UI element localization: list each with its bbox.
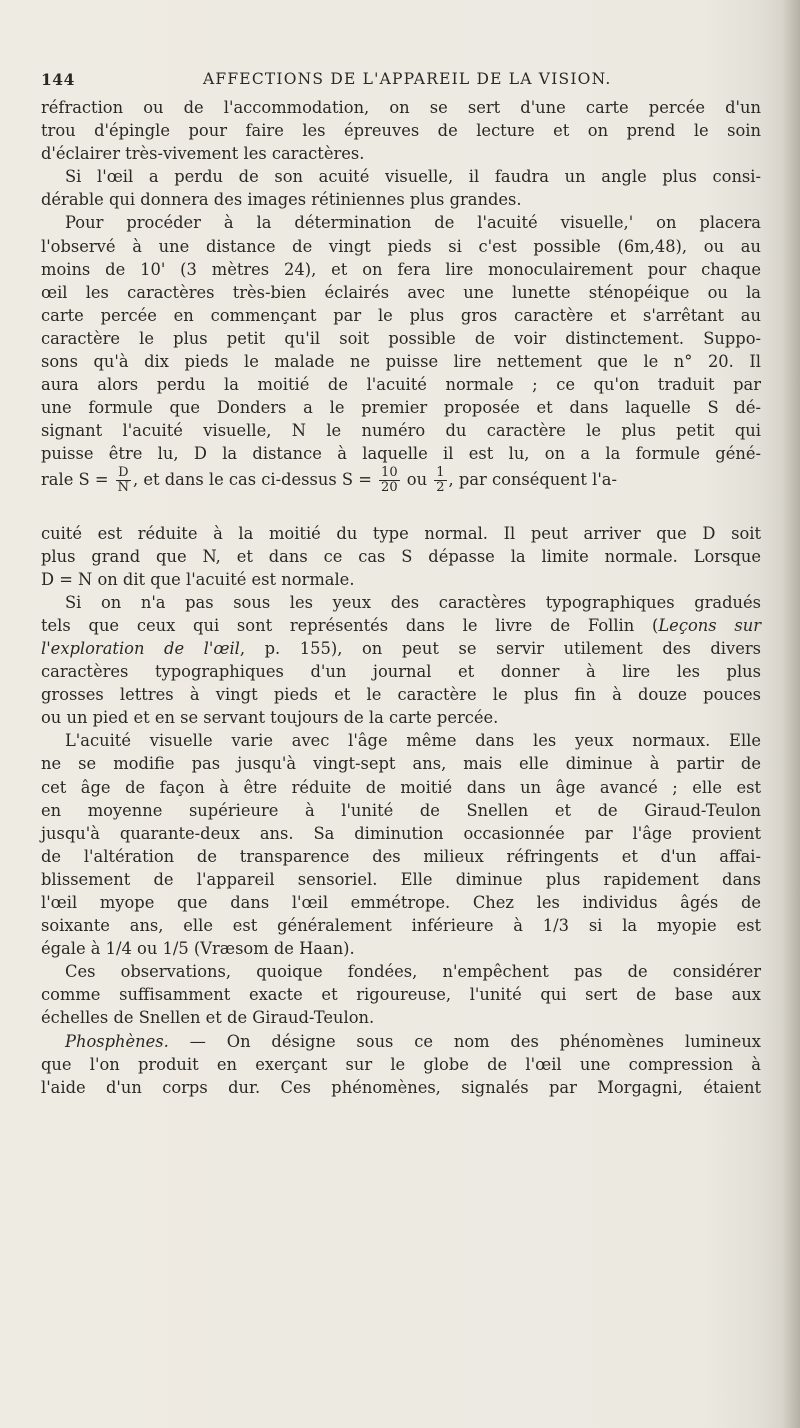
fraction-numerator: D: [116, 466, 131, 481]
text-line: d'éclairer très-vivement les caractères.: [41, 144, 365, 164]
text-line: L'acuité visuelle varie avec l'âge même dans les yeux normaux. Elle: [65, 731, 761, 751]
text-line: jusqu'à quarante-deux ans. Sa diminution occasionnée par l'âge provient: [41, 823, 761, 843]
text-line: aura alors perdu la moitié de l'acuité normale ; ce qu'on traduit par: [41, 375, 761, 395]
text-line: l'observé à une distance de vingt pieds si c'est possible (6m,48), ou au: [41, 236, 761, 256]
text-line-follin: [41, 614, 761, 637]
formula-lead: rale S =: [41, 470, 109, 490]
body-text: [41, 96, 761, 1099]
formula-line: [41, 466, 761, 522]
text-line-phosphenes: [41, 1030, 761, 1053]
formula-tail: , par conséquent l'a-: [448, 470, 618, 490]
text-line: de l'altération de transparence des milieux réfringents et d'un affai-: [41, 846, 761, 866]
text-line: cet âge de façon à être réduite de moitié dans un âge avancé ; elle est: [41, 777, 761, 797]
text-line-follin-2: [41, 637, 761, 660]
fraction-1-over-2: [434, 466, 446, 495]
text-line: échelles de Snellen et de Giraud-Teulon.: [41, 1008, 375, 1028]
page-edge-shadow: [782, 0, 800, 1428]
running-title: AFFECTIONS DE L'APPAREIL DE LA VISION.: [203, 70, 612, 88]
phosphenes-text: — On désigne sous ce nom des phénomènes lumineux: [168, 1031, 761, 1051]
formula-or: ou: [406, 470, 428, 490]
text-line: égale à 1/4 ou 1/5 (Vræsom de Haan).: [41, 939, 355, 959]
fraction-numerator: 10: [381, 464, 398, 480]
follin-text: tels que ceux qui sont représentés dans le livre de Follin (: [41, 615, 659, 635]
text-line: dérable qui donnera des images rétiniennes plus grandes.: [41, 190, 522, 210]
formula-mid: , et dans le cas ci-dessus S =: [133, 470, 372, 490]
fraction-denominator: N: [117, 479, 130, 495]
text-line: cuité est réduite à la moitié du type normal. Il peut arriver que D soit: [41, 523, 761, 543]
text-line: comme suffisamment exacte et rigoureuse, l'unité qui sert de base aux: [41, 985, 761, 1005]
text-line: signant l'acuité visuelle, N le numéro du caractère le plus petit qui: [41, 421, 761, 441]
fraction-d-over-n: [116, 466, 131, 495]
page-header: [41, 70, 761, 96]
text-line: plus grand que N, et dans ce cas S dépasse la limite normale. Lorsque: [41, 546, 761, 566]
book-title-italic: Leçons sur: [658, 615, 761, 635]
text-line: une formule que Donders a le premier proposée et dans laquelle S dé-: [41, 398, 761, 418]
fraction-numerator: 1: [436, 464, 445, 480]
text-line: caractère le plus petit qu'il soit possible de voir distinctement. Suppo-: [41, 328, 761, 348]
text-line: trou d'épingle pour faire les épreuves de lecture et on prend le soin: [41, 121, 761, 141]
text-line: œil les caractères très-bien éclairés avec une lunette sténopéique ou la: [41, 282, 761, 302]
text-line: ou un pied et en se servant toujours de la carte percée.: [41, 708, 499, 728]
text-line: l'œil myope que dans l'œil emmétrope. Chez les individus âgés de: [41, 893, 761, 912]
page-number: 144: [41, 70, 75, 89]
text-line: que l'on produit en exerçant sur le globe de l'œil une compression à: [41, 1054, 761, 1074]
follin-text-2: , p. 155), on peut se servir utilement des divers: [239, 638, 761, 658]
fraction-10-over-20: [379, 466, 400, 495]
text-line: Pour procéder à la détermination de l'acuité visuelle,' on placera: [65, 213, 761, 233]
text-line: puisse être lu, D la distance à laquelle il est lu, on a la formule géné-: [41, 444, 761, 464]
text-line: sons qu'à dix pieds le malade ne puisse lire nettement que le n° 20. Il: [41, 352, 761, 372]
text-line: Si on n'a pas sous les yeux des caractères typographiques gradués: [65, 592, 761, 612]
text-line: l'aide d'un corps dur. Ces phénomènes, signalés par Morgagni, étaient: [41, 1077, 761, 1097]
text-line: en moyenne supérieure à l'unité de Snellen et de Giraud-Teulon: [41, 800, 761, 820]
text-line: blissement de l'appareil sensoriel. Elle diminue plus rapidement dans: [41, 869, 761, 889]
fraction-denominator: 2: [436, 479, 445, 495]
text-line: ne se modifie pas jusqu'à vingt-sept ans, mais elle diminue à partir de: [41, 754, 761, 774]
text-line: grosses lettres à vingt pieds et le caractère le plus fin à douze pouces: [41, 685, 761, 705]
fraction-denominator: 20: [381, 479, 398, 495]
text-line: D = N on dit que l'acuité est normale.: [41, 569, 355, 589]
text-line: Ces observations, quoique fondées, n'empêchent pas de considérer: [65, 962, 761, 982]
text-line: carte percée en commençant par le plus gros caractère et s'arrêtant au: [41, 305, 761, 325]
text-line: soixante ans, elle est généralement inférieure à 1/3 si la myopie est: [41, 916, 761, 936]
book-title-italic-2: l'exploration de l'œil: [41, 638, 240, 658]
text-line: moins de 10' (3 mètres 24), et on fera lire monoculairement pour chaque: [41, 259, 761, 279]
section-heading-phosphenes: Phosphènes.: [65, 1031, 169, 1051]
text-line: Si l'œil a perdu de son acuité visuelle, il faudra un angle plus consi-: [65, 167, 761, 187]
text-line: réfraction ou de l'accommodation, on se sert d'une carte percée d'un: [41, 98, 761, 117]
text-line: caractères typographiques d'un journal et donner à lire les plus: [41, 662, 761, 682]
